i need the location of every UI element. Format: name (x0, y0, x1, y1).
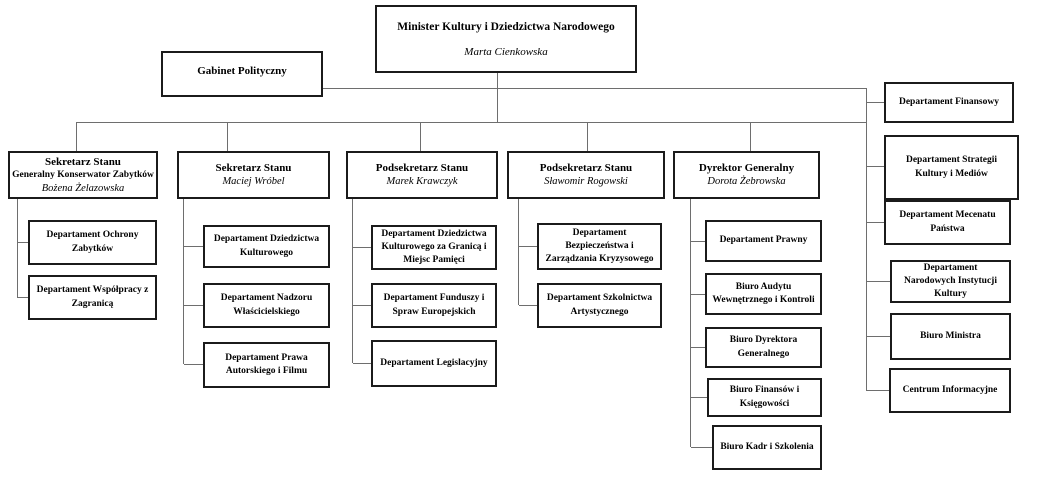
biuro-kadr-box: Biuro Kadr i Szkolenia (712, 425, 822, 470)
undersecretary-2-box (507, 151, 665, 199)
secretary-2-name: Maciej Wróbel (222, 176, 285, 188)
connector-line (227, 122, 228, 151)
connector-line (519, 246, 537, 247)
connector-line (867, 222, 884, 223)
connector-line (867, 390, 889, 391)
connector-line (867, 281, 890, 282)
undersecretary-1-name: Marek Krawczyk (386, 176, 458, 188)
connector-line (518, 199, 519, 305)
department-ochrony-zabytkow-box: Departament Ochrony Zabytków (28, 220, 157, 265)
secretary-1-subtitle: Generalny Konserwator Zabytków (12, 170, 154, 181)
secretary-2-box (177, 151, 330, 199)
department-finansowy-box: Departament Finansowy (884, 82, 1014, 123)
connector-line (750, 122, 751, 151)
connector-line (691, 241, 705, 242)
connector-line (691, 294, 705, 295)
minister-title: Minister Kultury i Dziedzictwa Narodowego (397, 21, 615, 33)
political-cabinet-label: Gabinet Polityczny (197, 65, 287, 77)
biuro-ministra-box: Biuro Ministra (890, 313, 1011, 360)
department-mecenatu-panstwa-box: Departament Mecenatu Państwa (884, 200, 1011, 245)
department-prawny-box: Departament Prawny (705, 220, 822, 262)
department-dziedzictwa-za-granica-box: Departament Dziedzictwa Kulturowego za Granicą i Miejsc Pamięci (371, 225, 497, 270)
connector-line (353, 363, 371, 364)
director-general-box (673, 151, 820, 199)
connector-line (352, 199, 353, 363)
undersecretary-2-title: Podsekretarz Stanu (539, 162, 633, 175)
secretary-1-title: Sekretarz Stanu (45, 155, 121, 168)
political-cabinet-box (161, 51, 323, 97)
undersecretary-1-box (346, 151, 498, 199)
biuro-finansow-box: Biuro Finansów i Księgowości (707, 378, 822, 417)
secretary-2-title: Sekretarz Stanu (215, 162, 292, 175)
connector-line (867, 102, 884, 103)
department-narodowych-instytucji-box: Departament Narodowych Instytucji Kultury (890, 260, 1011, 303)
connector-line (690, 199, 691, 447)
centrum-informacyjne-box: Centrum Informacyjne (889, 368, 1011, 413)
minister-box (375, 5, 637, 73)
department-nadzoru-wlascicielskiego-box: Departament Nadzoru Właścicielskiego (203, 283, 330, 328)
department-funduszy-box: Departament Funduszy i Spraw Europejskich (371, 283, 497, 328)
connector-line (184, 305, 203, 306)
connector-line (353, 247, 371, 248)
undersecretary-2-name: Sławomir Rogowski (544, 176, 628, 188)
connector-line (691, 397, 707, 398)
department-dziedzictwa-kulturowego-box: Departament Dziedzictwa Kulturowego (203, 225, 330, 268)
biuro-dyrektora-generalnego-box: Biuro Dyrektora Generalnego (705, 327, 822, 368)
connector-line (691, 347, 705, 348)
connector-line (519, 305, 537, 306)
connector-line (76, 122, 77, 151)
minister-name: Marta Cienkowska (464, 45, 548, 58)
department-wspolpracy-z-zagranica-box: Departament Współpracy z Zagranicą (28, 275, 157, 320)
connector-line (420, 122, 421, 151)
connector-line (867, 166, 884, 167)
department-legislacyjny-box: Departament Legislacyjny (371, 340, 497, 387)
connector-line (867, 336, 890, 337)
connector-line (353, 305, 371, 306)
connector-line (18, 242, 28, 243)
connector-line (183, 199, 184, 364)
connector-line (17, 199, 18, 298)
connector-line (184, 246, 203, 247)
department-prawa-autorskiego-box: Departament Prawa Autorskiego i Filmu (203, 342, 330, 388)
connector-line (866, 88, 867, 391)
connector-line (322, 88, 866, 89)
department-strategii-kultury-box: Departament Strategii Kultury i Mediów (884, 135, 1019, 200)
secretary-1-box (8, 151, 158, 199)
undersecretary-1-title: Podsekretarz Stanu (375, 162, 469, 175)
connector-line (587, 122, 588, 151)
director-general-title: Dyrektor Generalny (698, 162, 795, 175)
connector-line (691, 447, 712, 448)
connector-line (184, 364, 203, 365)
department-bezpieczenstwa-box: Departament Bezpieczeństwa i Zarządzania Kryzysowego (537, 223, 662, 270)
connector-line (18, 297, 28, 298)
connector-line (76, 122, 866, 123)
connector-line (497, 73, 498, 122)
biuro-audytu-box: Biuro Audytu Wewnętrznego i Kontroli (705, 273, 822, 315)
department-szkolnictwa-box: Departament Szkolnictwa Artystycznego (537, 283, 662, 328)
director-general-name: Dorota Żebrowska (707, 176, 786, 188)
secretary-1-name: Bożena Żelazowska (41, 182, 125, 194)
